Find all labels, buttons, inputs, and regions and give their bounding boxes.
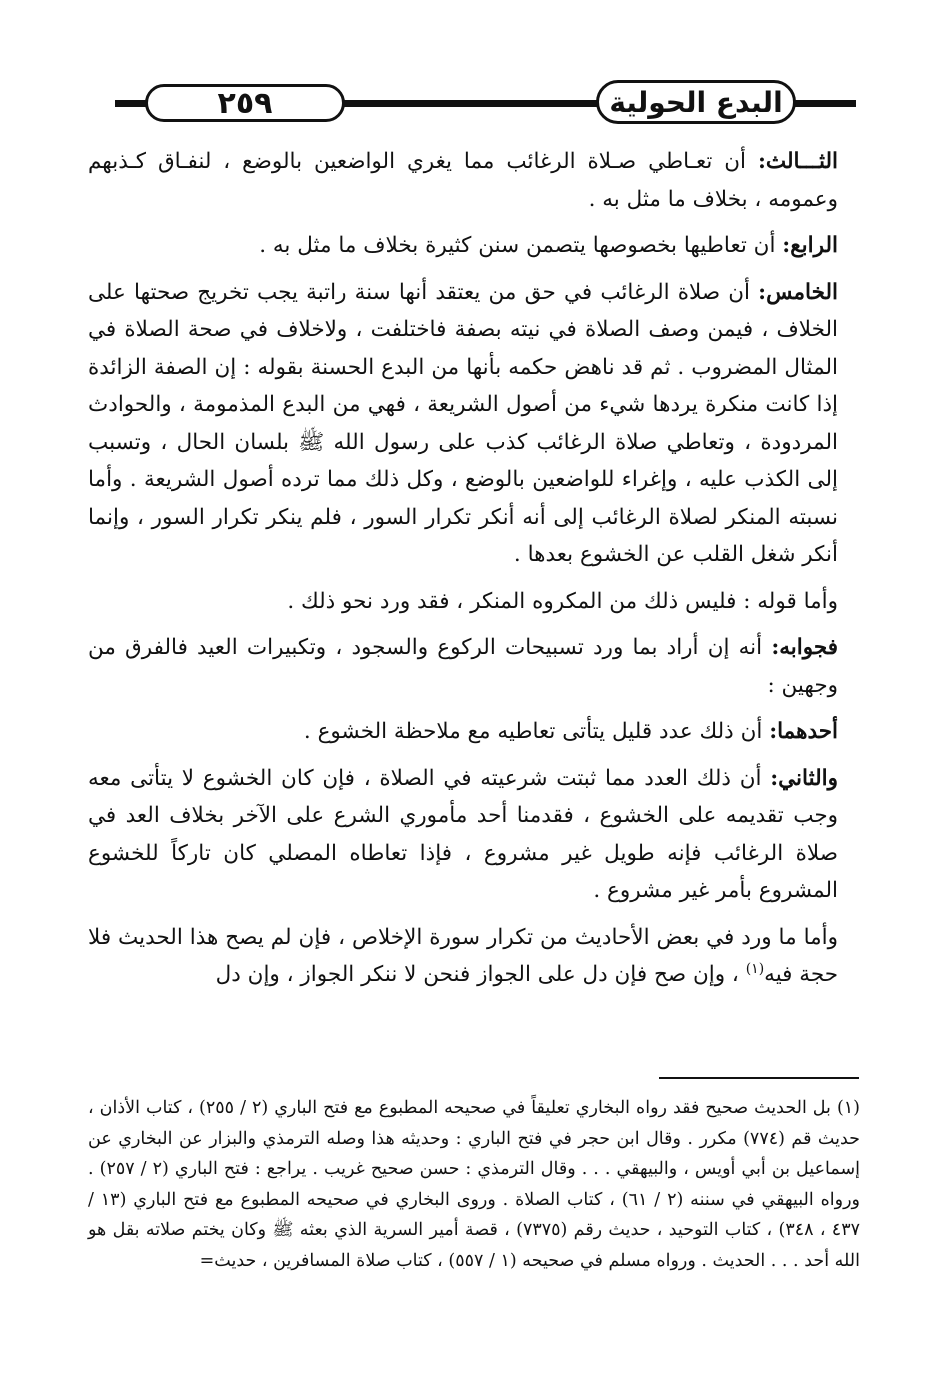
paragraph-his-saying [88,583,860,621]
paragraph-first-aspect [88,713,860,751]
paragraph-text: وأما قوله : فليس ذلك من المكروه المنكر ، فقد ورد نحو ذلك . [287,588,838,614]
footnote-1 [88,1093,860,1276]
paragraph-text: أن ذلك العدد مما ثبتت شرعيته في الصلاة ، فإن كان الخشوع لا يتأتى معه وجب تقديمه على الخشوع ، فقدمنا أحد مأموري الشرع على الآخر بخلاف العد في صلاة الرغائب فإنه طويل غير مشروع ، فإذا تعاطاه المصلي كان تاركاً للخشوع المشروع بأمر غير مشروع . [88,765,838,903]
paragraph-answer [88,629,860,704]
footnote-divider [659,1077,859,1079]
footnote-marker: (١) [836,1098,860,1118]
paragraph-text: أنه إن أراد بما ورد تسبيحات الركوع والسجود ، وتكبيرات العيد فالفرق من وجهين : [88,635,838,698]
paragraph-label: أحدهما: [769,719,838,744]
footnote-reference[interactable]: (١) [745,960,765,977]
main-text [88,143,860,1003]
paragraph-label: الرابع: [782,233,838,258]
paragraph-text: وأما ما ورد في بعض الأحاديث من تكرار سورة الإخلاص ، فإن لم يصح هذا الحديث فلا حجة فيه [88,924,838,987]
paragraph-fourth [88,227,860,265]
paragraph-second-aspect [88,760,860,910]
paragraph-ikhlas [88,919,860,994]
paragraph-label: الثـــالث: [757,149,838,174]
paragraph-label: فجوابه: [771,635,838,660]
paragraph-text: أن تعاطيها بخصوصها يتصمن سنن كثيرة بخلاف ما مثل به . [259,233,783,258]
page-number-frame [145,84,345,122]
paragraph-third [88,143,860,218]
page-number: ٢٥٩ [217,85,273,121]
paragraph-label: الخامس: [758,279,838,305]
footnote-text: بل الحديث صحيح فقد رواه البخاري تعليقاً في صحيحه المطبوع مع فتح الباري (٢ / ٢٥٥) ، كتاب الأذان ، حديث قم (٧٧٤) مكرر . وقال ابن حجر في فتح الباري : وحديثه هذا وصله الترمذي والبزار عن البخاري عن إسماعيل بن أبي أويس ، والبيهقي . . . وقال الترمذي : حسن صحيح غريب . يراجع : فتح الباري (٢ / ٢٥٧) . ورواه البيهقي في سننه (٢ / ٦١) ، كتاب الصلاة . وروى البخاري في صحيحه المطبوع مع فتح الباري (١٣ / ٤٣٧ ، ٣٤٨) ، كتاب التوحيد ، حديث رقم (٧٣٧٥) ، قصة أمير السرية الذي بعثه ﷺ وكان يختم صلاته بقل هو الله أحد . . . الحديث . ورواه مسلم في صحيحه (١ / ٥٥٧) ، كتاب صلاة المسافرين ، حديث= [88,1098,861,1271]
paragraph-text: أن ذلك عدد قليل يتأتى تعاطيه مع ملاحظة الخشوع . [303,719,770,744]
page-header [115,78,856,130]
paragraph-text: أن صلاة الرغائب في حق من يعتقد أنها سنة راتبة يجب تخريج صحتها على الخلاف ، فيمن وصف الصلاة في نيته بصفة فاختلفت ، ولاخلاف في صحة الصلاة في المثال المضروب . ثم قد ناهض حكمه بأنها من البدع الحسنة بقوله : إن الصفة الزائدة إذا كانت منكرة يردها شيء من أصول الشريعة ، فهي من البدع المذمومة ، والحوادث المردودة ، وتعاطي صلاة الرغائب كذب على رسول الله ﷺ بلسان الحال ، وتسبب إلى الكذب عليه ، وإغراء للواضعين بالوضع ، وكل ذلك مما ترده أصول الشريعة . وأما نسبته المنكر لصلاة الرغائب إلى أنه أنكر تكرار السور ، فلم ينكر تكرار السور ، وإنما أنكر شغل القلب عن الخشوع بعدها . [88,279,838,567]
running-title: البدع الحولية [609,85,783,119]
paragraph-fifth [88,274,860,574]
running-title-frame [596,80,796,124]
paragraph-text: أن تعـاطي صـلاة الرغائب مما يغري الواضعين بالوضع ، لنفـاق كـذبهم وعمومه ، بخلاف ما مثل به . [88,149,838,212]
paragraph-text: ، وإن صح فإن دل على الجواز فنحن لا ننكر الجواز ، وإن دل [215,962,746,987]
paragraph-label: والثاني: [770,765,838,791]
footnotes [88,1093,860,1285]
